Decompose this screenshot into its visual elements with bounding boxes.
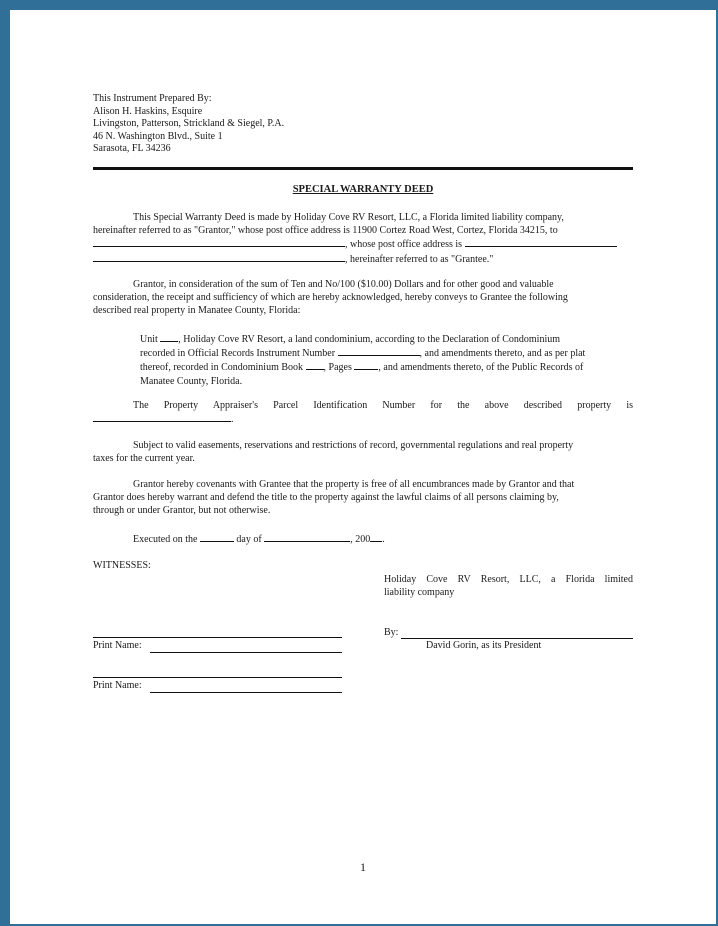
prepared-by-block bbox=[93, 93, 284, 156]
executed-month-blank[interactable] bbox=[264, 532, 350, 542]
pages-blank[interactable] bbox=[354, 360, 378, 370]
grantee-address-blank[interactable] bbox=[465, 237, 617, 247]
unit-blank[interactable] bbox=[160, 332, 178, 342]
by-label: By: bbox=[384, 627, 399, 638]
executed-line: Executed on the day of , 200 . bbox=[133, 534, 385, 545]
print-name-line-2[interactable] bbox=[150, 692, 342, 693]
preparer-firm: Livingston, Patterson, Strickland & Siegel, P.A. bbox=[93, 118, 285, 130]
preparer-name: Alison H. Haskins, Esquire bbox=[93, 105, 203, 117]
witness-1-signature-line[interactable] bbox=[93, 637, 342, 638]
intro-line-3: , whose post office address is bbox=[93, 237, 633, 251]
document-title: SPECIAL WARRANTY DEED bbox=[292, 184, 434, 195]
witnesses-label: WITNESSES: bbox=[93, 560, 151, 571]
signer-name: David Gorin, as its President bbox=[426, 640, 542, 651]
header-divider bbox=[93, 167, 633, 170]
intro-paragraph bbox=[93, 211, 633, 266]
print-name-label-2: Print Name: bbox=[93, 680, 142, 691]
print-name-line-1[interactable] bbox=[150, 652, 342, 653]
witness-2-signature-line[interactable] bbox=[93, 677, 342, 678]
grantee-address-blank-2[interactable] bbox=[93, 252, 345, 262]
executed-day-blank[interactable] bbox=[200, 532, 234, 542]
preparer-city: Sarasota, FL 34236 bbox=[93, 143, 171, 155]
intro-line-4: , hereinafter referred to as "Grantee." bbox=[93, 252, 633, 266]
preparer-street: 46 N. Washington Blvd., Suite 1 bbox=[93, 130, 223, 142]
covenant-paragraph: Grantor hereby covenants with Grantee that the property is free of all encumbrances made by Grantor and that Grantor does hereby warrant and defend the title to the property against the lawful claims of all persons claiming by, through or under Grantor, but not otherwise. bbox=[93, 479, 575, 517]
document-page bbox=[10, 10, 716, 924]
parcel-id-blank[interactable] bbox=[93, 412, 231, 422]
unit-description: Unit , Holiday Cove RV Resort, a land condominium, according to the Declaration of Condominium recorded in Official Records Instrument Number , and amendments thereto, and as per plat thereof, recorded in Condominium Book , Pages , and amendments thereto, of the Public Records of Manatee County, Florida. bbox=[140, 334, 586, 387]
intro-line-2: hereinafter referred to as "Grantor," whose post office address is 11900 Cortez Road West, Cortez, Florida 34215, to bbox=[93, 225, 558, 237]
grantor-signature-line[interactable] bbox=[401, 638, 633, 639]
print-name-label-1: Print Name: bbox=[93, 640, 142, 651]
grantor-entity: Holiday Cove RV Resort, LLC, a Florida limited liability company bbox=[384, 574, 633, 599]
parcel-paragraph: The Property Appraiser's Parcel Identification Number for the above described property is . bbox=[93, 399, 633, 426]
page-number: 1 bbox=[360, 860, 366, 874]
grantee-name-blank[interactable] bbox=[93, 237, 345, 247]
executed-year-blank[interactable] bbox=[370, 532, 382, 542]
instrument-number-blank[interactable] bbox=[338, 346, 420, 356]
condo-book-blank[interactable] bbox=[306, 360, 324, 370]
intro-line-1: This Special Warranty Deed is made by Holiday Cove RV Resort, LLC, a Florida limited liability company, bbox=[133, 212, 564, 223]
consideration-paragraph: Grantor, in consideration of the sum of Ten and No/100 ($10.00) Dollars and for other good and valuable consideration, the receipt and sufficiency of which are hereby acknowledged, hereby conveys to Grantee the following described real property in Manatee County, Florida: bbox=[93, 279, 568, 317]
subject-paragraph: Subject to valid easements, reservations and restrictions of record, governmental regulations and real property taxes for the current year. bbox=[93, 440, 574, 465]
prepared-by-line: This Instrument Prepared By: bbox=[93, 93, 212, 104]
